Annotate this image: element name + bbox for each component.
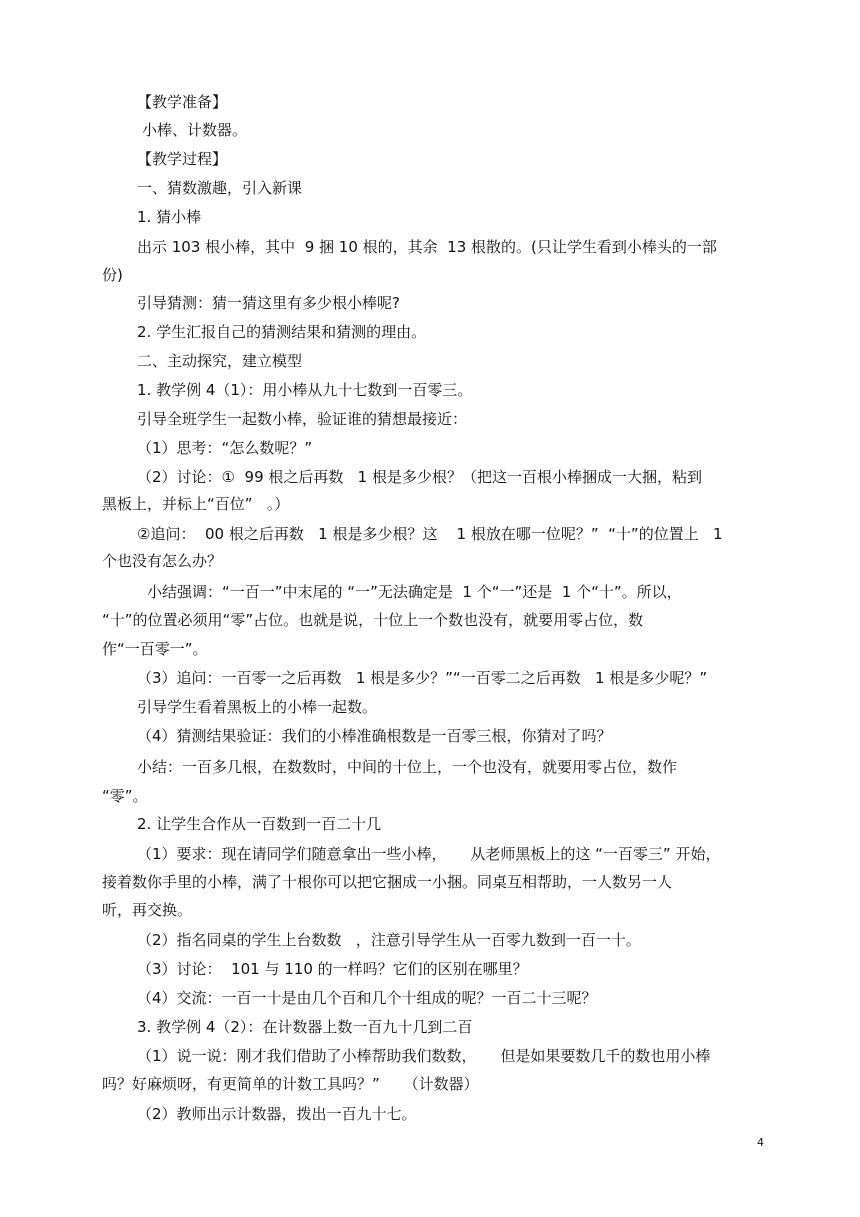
text-line: 吗？好麻烦呀，有更简单的计数工具吗？” （计数器） (102, 1075, 479, 1093)
text-line: （2）教师出示计数器，拨出一百九十七。 (137, 1105, 417, 1123)
text-line: 小结：一百多几根，在数数时，中间的十位上，一个也没有，就要用零占位，数作 (137, 758, 678, 776)
text-line: 黑板上，并标上“百位” 。） (102, 495, 290, 513)
text-line: 出示 103 根小棒，其中 9 捆 10 根的，其余 13 根散的。(只让学生看到小棒头的一部 (137, 238, 717, 256)
text-line: 2. 让学生合作从一百数到一百二十几 (137, 815, 382, 833)
text-line: 引导猜测：猜一猜这里有多少根小棒呢? (137, 294, 400, 312)
text-line: ②追问： 00 根之后再数 1 根是多少根？这 1 根放在哪一位呢？” “十”的位置上 1 (137, 525, 723, 543)
text-line: （3）追问：一百零一之后再数 1 根是多少？”“一百零二之后再数 1 根是多少呢？” (137, 669, 708, 687)
text-line: （4）交流：一百一十是由几个百和几个十组成的呢？一百二十三呢？ (137, 989, 597, 1007)
page-number: 4 (757, 1136, 764, 1149)
text-line: 听，再交换。 (102, 901, 193, 919)
text-line: （2）指名同桌的学生上台数数 ，注意引导学生从一百零九数到一百一十。 (137, 931, 641, 949)
text-line: 个也没有怎么办？ (102, 552, 223, 570)
text-line: 作“一百零一”。 (102, 640, 208, 658)
text-line: 3. 教学例 4（2）：在计数器上数一百九十几到二百 (137, 1018, 473, 1036)
text-line: （1）要求：现在请同学们随意拿出一些小棒， 从老师黑板上的这 “一百零三” 开始， (137, 845, 721, 863)
text-line: 1. 教学例 4（1）：用小棒从九十七数到一百零三。 (137, 381, 473, 399)
text-line: （3）讨论： 101 与 110 的一样吗？它们的区别在哪里？ (137, 960, 528, 978)
text-line: （1）说一说：刚才我们借助了小棒帮助我们数数， 但是如果要数几千的数也用小棒 (137, 1047, 711, 1065)
text-line: 二、主动探究，建立模型 (137, 352, 303, 370)
text-line: 小棒、计数器。 (142, 121, 248, 139)
text-line: 份) (102, 266, 123, 284)
text-line: 1. 猜小棒 (137, 208, 202, 226)
text-line: 2. 学生汇报自己的猜测结果和猜测的理由。 (137, 323, 427, 341)
text-line: 【教学过程】 (137, 150, 228, 168)
text-line: 【教学准备】 (137, 93, 228, 111)
text-line: 引导全班学生一起数小棒，验证谁的猜想最接近： (137, 410, 468, 428)
text-line: 接着数你手里的小棒，满了十根你可以把它捆成一小捆。同桌互相帮助，一人数另一人 (102, 873, 673, 891)
text-line: 引导学生看着黑板上的小棒一起数。 (137, 698, 378, 716)
text-line: 一、猜数激趣，引入新课 (137, 179, 303, 197)
text-line: （1）思考：“怎么数呢？” (137, 439, 313, 457)
text-line: （2）讨论：① 99 根之后再数 1 根是多少根？（把这一百根小棒捆成一大捆，粘到 (137, 468, 703, 486)
text-line: “十”的位置必须用“零”占位。也就是说，十位上一个数也没有，就要用零占位，数 (102, 611, 644, 629)
text-line: 小结强调：“一百一”中末尾的 “一”无法确定是 1 个“一”还是 1 个“十”。所以， (147, 583, 682, 601)
text-line: “零”。 (102, 787, 148, 805)
text-line: （4）猜测结果验证：我们的小棒准确根数是一百零三根，你猜对了吗？ (137, 727, 612, 745)
